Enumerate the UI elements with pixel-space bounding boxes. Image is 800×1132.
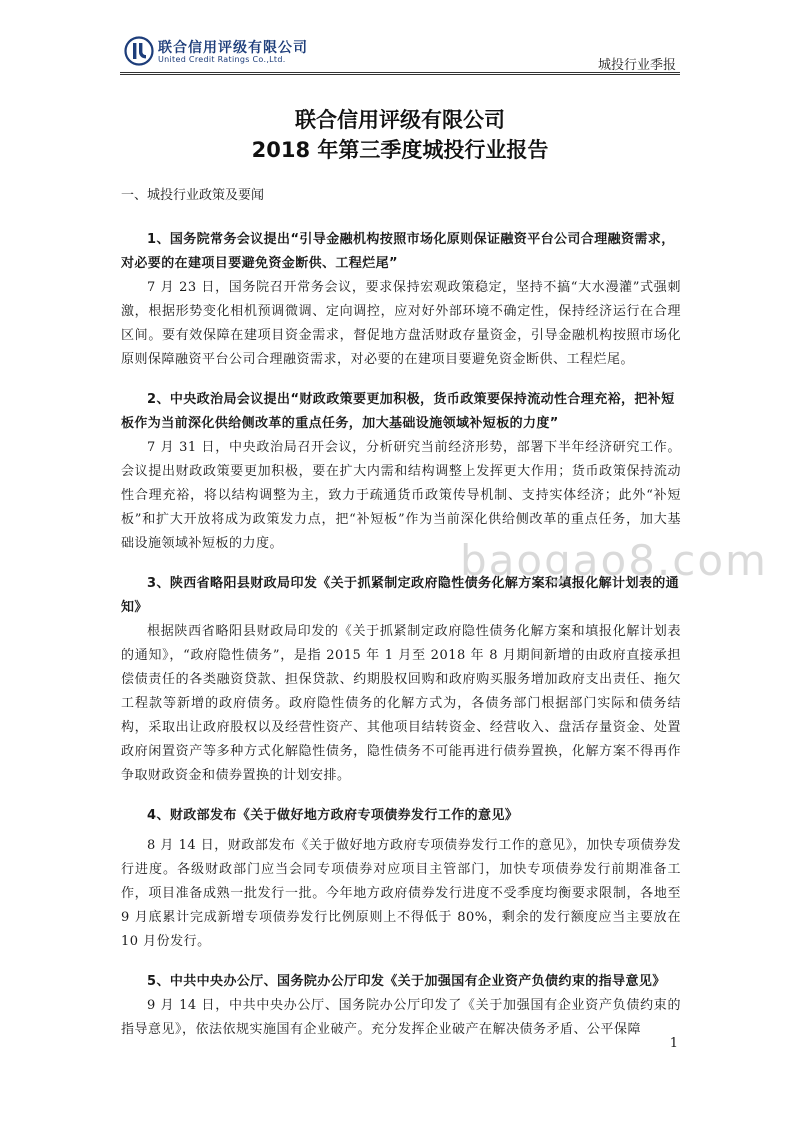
ucr-logo-icon: [124, 36, 154, 66]
page-number: 1: [669, 1036, 678, 1051]
item-heading-1: 1、国务院常务会议提出“引导金融机构按照市场化原则保证融资平台公司合理融资需求，对必要的在建项目要避免资金断供、工程烂尾”: [121, 232, 675, 271]
document-title-line1: 联合信用评级有限公司: [295, 108, 505, 132]
item-body-1: 7 月 23 日，国务院召开常务会议，要求保持宏观政策稳定，坚持不搞“大水漫灌”式强刺激，根据形势变化相机预调微调、定向调控，应对好外部环境不确定性，保持经济运行在合理区间。要有效保障在建项目资金需求，督促地方盘活财政存量资金，引导金融机构按照市场化原则保障融资平台公司合理融资需求，对必要的在建项目要避免资金断供、工程烂尾。: [121, 280, 681, 367]
section-heading: 一、城投行业政策及要闻: [121, 188, 265, 203]
item-heading-4: 4、财政部发布《关于做好地方政府专项债券发行工作的意见》: [147, 808, 519, 823]
item-body-4: 8 月 14 日，财政部发布《关于做好地方政府专项债券发行工作的意见》，加快专项债券发行进度。各级财政部门应当会同专项债券对应项目主管部门，加快专项债券发行前期准备工作，项目准备成熟一批发行一批。今年地方政府债券发行进度不受季度均衡要求限制，各地至 9 月底累计完成新增专项债券发行比例原则上不得低于 80%，剩余的发行额度应当主要放在 10 月份发行。: [121, 838, 681, 949]
document-body: [121, 184, 681, 1042]
item-body-5: 9 月 14 日，中共中央办公厅、国务院办公厅印发了《关于加强国有企业资产负债约束的指导意见》，依法依规实施国有企业破产。充分发挥企业破产在解决债务矛盾、公平保障: [121, 998, 681, 1037]
item-body-2: 7 月 31 日，中央政治局召开会议，分析研究当前经济形势，部署下半年经济研究工作。会议提出财政政策要更加积极，要在扩大内需和结构调整上发挥更大作用；货币政策保持流动性合理充裕，将以结构调整为主，致力于疏通货币政策传导机制、支持实体经济；此外“补短板”和扩大开放将成为政策发力点，把“补短板”作为当前深化供给侧改革的重点任务，加大基础设施领域补短板的力度。: [121, 440, 681, 551]
company-name-en: United Credit Ratings Co.,Ltd.: [158, 55, 286, 64]
report-type-label: 城投行业季报: [597, 58, 676, 73]
company-logo: [124, 36, 324, 72]
company-name-cn: 联合信用评级有限公司: [158, 40, 308, 56]
header-divider: [120, 72, 680, 73]
document-title-line2: 2018 年第三季度城投行业报告: [251, 138, 549, 162]
item-heading-3: 3、陕西省略阳县财政局印发《关于抓紧制定政府隐性债务化解方案和填报化解计划表的通知》: [121, 576, 680, 615]
item-heading-5: 5、中共中央办公厅、国务院办公厅印发《关于加强国有企业资产负债约束的指导意见》: [147, 974, 666, 989]
item-body-3: 根据陕西省略阳县财政局印发的《关于抓紧制定政府隐性债务化解方案和填报化解计划表的通知》，“政府隐性债务”，是指 2015 年 1 月至 2018 年 8 月期间新增的由政府直接承担偿债责任的各类融资贷款、担保贷款、约期股权回购和政府购买服务增加政府支出责任、拖欠工程款等新增的政府债务。政府隐性债务的化解方式为，各债务部门根据部门实际和债务结构，采取出让政府股权以及经营性资产、其他项目结转资金、经营收入、盘活存量资金、处置政府闲置资产等多种方式化解隐性债务，隐性债务不可能再进行债券置换，化解方案不得再作争取财政资金和债券置换的计划安排。: [121, 624, 681, 783]
page-header: [0, 0, 800, 80]
watermark: baogao8.com: [460, 536, 768, 585]
item-heading-2: 2、中央政治局会议提出“财政政策要更加积极，货币政策要保持流动性合理充裕，把补短板作为当前深化供给侧改革的重点任务，加大基础设施领域补短板的力度”: [121, 392, 675, 431]
header-divider-secondary: [120, 74, 680, 75]
